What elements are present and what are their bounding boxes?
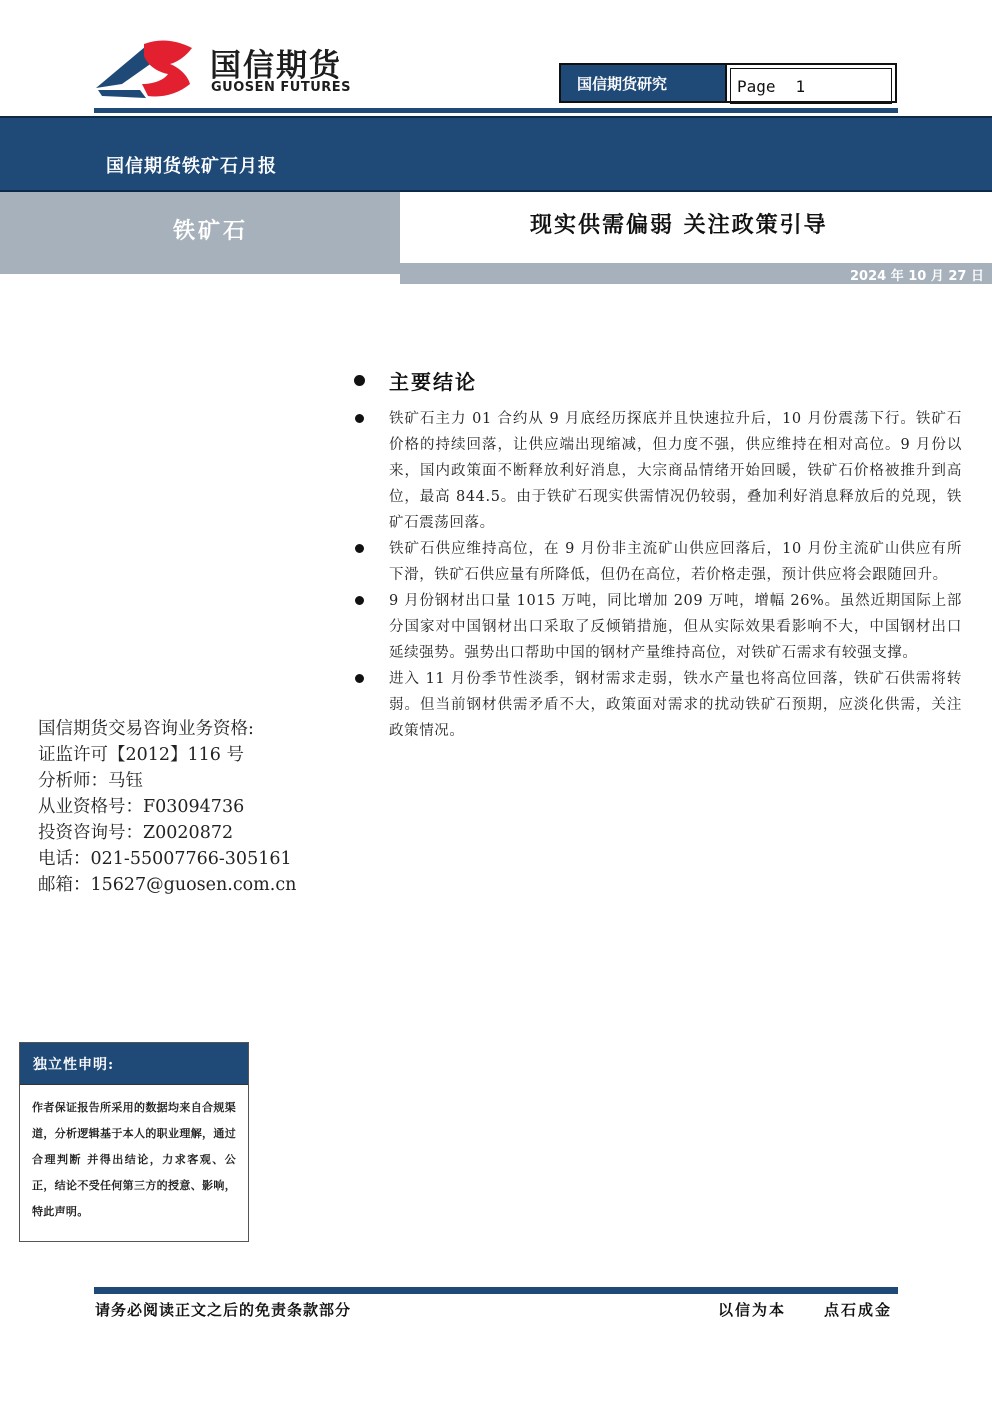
practice-number: 从业资格号：F03094736 (38, 797, 245, 817)
phone: 电话：021-55007766-305161 (38, 849, 292, 869)
list-item (352, 666, 962, 744)
guosen-logo-icon (94, 38, 202, 100)
report-date: 2024 年 10 月 27 日 (850, 269, 984, 284)
list-item-text: 铁矿石供应维持高位，在 9 月份非主流矿山供应回落后，10 月份主流矿山供应有所下滑，铁矿石供应量有所降低，但仍在高位，若价格走强，预计供应将会跟随回升。 (389, 541, 962, 583)
top-divider (94, 108, 898, 113)
independence-text: 作者保证报告所采用的数据均来自合规渠道，分析逻辑基于本人的职业理解，通过合理判断 并得出结论，力求客观、公正，结论不受任何第三方的授意、影响，特此声明。 (32, 1101, 236, 1218)
list-item-text: 9 月份钢材出口量 1015 万吨，同比增加 209 万吨，增幅 26%。虽然近期国际上部分国家对中国钢材出口采取了反倾销措施，但从实际效果看影响不大，中国钢材出口延续强势。强势出口帮助中国的钢材产量维持高位，对铁矿石需求有较强支撑。 (389, 593, 962, 661)
license-line: 证监许可【2012】116 号 (38, 745, 245, 765)
bullet-icon (355, 414, 364, 423)
company-logo (94, 38, 364, 104)
commodity-panel (0, 192, 400, 274)
independence-title: 独立性申明: (20, 1043, 248, 1085)
conclusions-list (352, 406, 962, 744)
list-item (352, 406, 962, 536)
report-title: 国信期货铁矿石月报 (106, 156, 277, 177)
research-label: 国信期货研究 (561, 65, 727, 101)
headline: 现实供需偏弱 关注政策引导 (530, 212, 828, 238)
footer-motto-2: 点石成金 (824, 1301, 893, 1319)
conclusions-heading (354, 366, 477, 395)
logo-en-text: GUOSEN FUTURES (211, 80, 352, 95)
list-item-text: 铁矿石主力 01 合约从 9 月底经历探底并且快速拉升后，10 月份震荡下行。铁矿石价格的持续回落，让供应端出现缩减，但力度不强，供应维持在相对高位。9 月份以来，国内政策面不断释放利好消息，大宗商品情绪开始回暖，铁矿石价格被推升到高位，最高 844.5。由于铁矿石现实供需情况仍较弱，叠加利好消息释放后的兑现，铁矿石震荡回落。 (389, 411, 962, 531)
qualification-line: 国信期货交易咨询业务资格: (38, 719, 254, 739)
bullet-icon (355, 674, 364, 683)
list-item (352, 588, 962, 666)
footer-motto-1: 以信为本 (718, 1301, 787, 1319)
page-indicator-box (559, 63, 897, 103)
bullet-icon (354, 375, 365, 386)
footer-disclaimer: 请务必阅读正文之后的免责条款部分 (95, 1301, 352, 1319)
consulting-number: 投资咨询号：Z0020872 (38, 823, 234, 843)
page-number: 1 (795, 76, 806, 96)
bullet-icon (355, 596, 364, 605)
bullet-icon (355, 544, 364, 553)
date-strip (400, 263, 992, 284)
commodity-label: 铁矿石 (173, 218, 249, 244)
analyst-info (38, 716, 308, 898)
logo-cn-text: 国信期货 (210, 48, 342, 84)
email: 邮箱：15627@guosen.com.cn (38, 875, 297, 895)
analyst-name: 分析师：马钰 (38, 771, 143, 791)
bottom-divider (94, 1287, 898, 1294)
conclusions-heading-text: 主要结论 (389, 370, 477, 394)
report-band (0, 116, 992, 192)
list-item-text: 进入 11 月份季节性淡季，钢材需求走弱，铁水产量也将高位回落，铁矿石供需将转弱。但当前钢材供需矛盾不大，政策面对需求的扰动铁矿石预期，应淡化供需，关注政策情况。 (389, 671, 962, 739)
page-number-field (730, 68, 892, 104)
independence-box (19, 1042, 249, 1242)
page-label: Page (737, 76, 776, 96)
list-item (352, 536, 962, 588)
